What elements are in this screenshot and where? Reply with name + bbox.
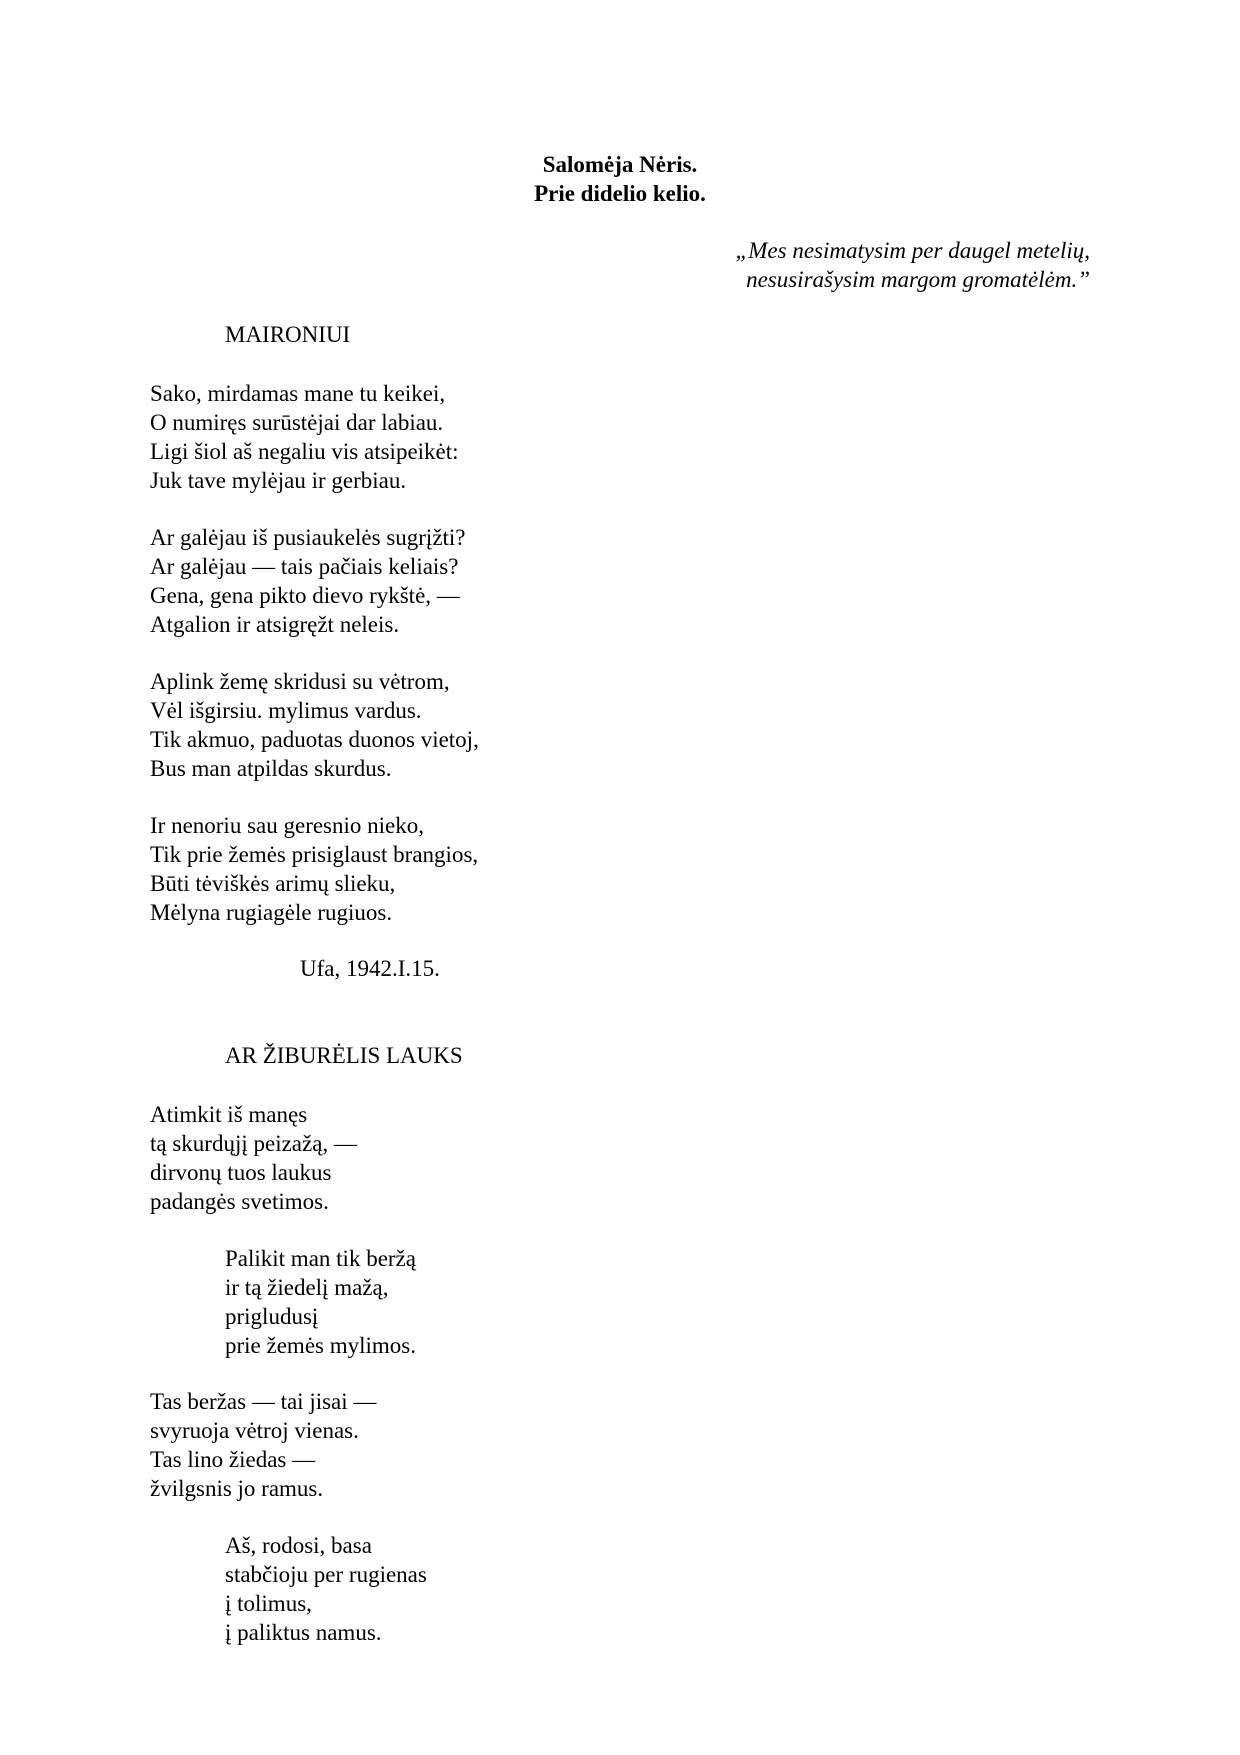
poem-line: Tas beržas — tai jisai — <box>150 1389 377 1414</box>
poem-title-maironiui: MAIRONIUI <box>225 322 351 347</box>
poem-line: tą skurdųjį peizažą, — <box>150 1131 357 1156</box>
poem1-date: Ufa, 1942.I.15. <box>300 956 440 981</box>
author-name: Salomėja Nėris. <box>542 152 698 177</box>
poem1-stanza-1 <box>150 379 459 495</box>
collection-title: Prie didelio kelio. <box>534 181 706 206</box>
poem-line: Sako, mirdamas mane tu keikei, <box>150 381 446 406</box>
poem-line: į tolimus, <box>225 1591 312 1616</box>
poem-line: O numiręs surūstėjai dar labiau. <box>150 410 444 435</box>
epigraph-line: nesusirašysim margom gromatėlėm.” <box>746 267 1090 292</box>
poem2-stanza-3 <box>150 1387 376 1503</box>
poem1-stanza-3 <box>150 667 479 783</box>
poem-line: Mėlyna rugiagėle rugiuos. <box>150 900 393 925</box>
poem-line: svyruoja vėtroj vienas. <box>150 1418 359 1443</box>
poem2-stanza-1 <box>150 1100 357 1216</box>
poem-line: Ligi šiol aš negaliu vis atsipeikėt: <box>150 439 459 464</box>
document-header <box>0 150 1240 208</box>
poem-line: Atimkit iš manęs <box>150 1102 308 1127</box>
poem-line: Gena, gena pikto dievo rykštė, — <box>150 583 460 608</box>
poem1-stanza-4 <box>150 811 478 927</box>
poem-line: Juk tave mylėjau ir gerbiau. <box>150 468 407 493</box>
epigraph <box>600 236 1090 294</box>
epigraph-line: „Mes nesimatysim per daugel metelių, <box>735 238 1090 263</box>
poem-line: Tik akmuo, paduotas duonos vietoj, <box>150 727 479 752</box>
poem-line: prie žemės mylimos. <box>225 1333 416 1358</box>
poem2-stanza-4 <box>225 1531 427 1647</box>
poem-line: į paliktus namus. <box>225 1620 382 1645</box>
poem-line: Aplink žemę skridusi su vėtrom, <box>150 669 450 694</box>
poem-line: žvilgsnis jo ramus. <box>150 1476 324 1501</box>
poem-line: Bus man atpildas skurdus. <box>150 756 392 781</box>
poem-line: Vėl išgirsiu. mylimus vardus. <box>150 698 422 723</box>
poem-title-ar-ziburelis-lauks: AR ŽIBURĖLIS LAUKS <box>225 1043 463 1068</box>
poem-line: padangės svetimos. <box>150 1189 329 1214</box>
poem-line: Ar galėjau iš pusiaukelės sugrįžti? <box>150 525 466 550</box>
poem-line: ir tą žiedelį mažą, <box>225 1275 389 1300</box>
poem-line: Atgalion ir atsigręžt neleis. <box>150 612 400 637</box>
poem2-stanza-2 <box>225 1244 416 1360</box>
poem-line: Būti tėviškės arimų slieku, <box>150 871 396 896</box>
poem-line: Ar galėjau — tais pačiais keliais? <box>150 554 459 579</box>
poem-line: dirvonų tuos laukus <box>150 1160 332 1185</box>
poem-line: Palikit man tik beržą <box>225 1246 416 1271</box>
poem-line: Tas lino žiedas — <box>150 1447 316 1472</box>
poem1-stanza-2 <box>150 523 466 639</box>
poem-line: stabčioju per rugienas <box>225 1562 427 1587</box>
poem-line: Aš, rodosi, basa <box>225 1533 372 1558</box>
poem-line: Tik prie žemės prisiglaust brangios, <box>150 842 479 867</box>
poem-line: prigludusį <box>225 1304 319 1329</box>
poem-line: Ir nenoriu sau geresnio nieko, <box>150 813 425 838</box>
